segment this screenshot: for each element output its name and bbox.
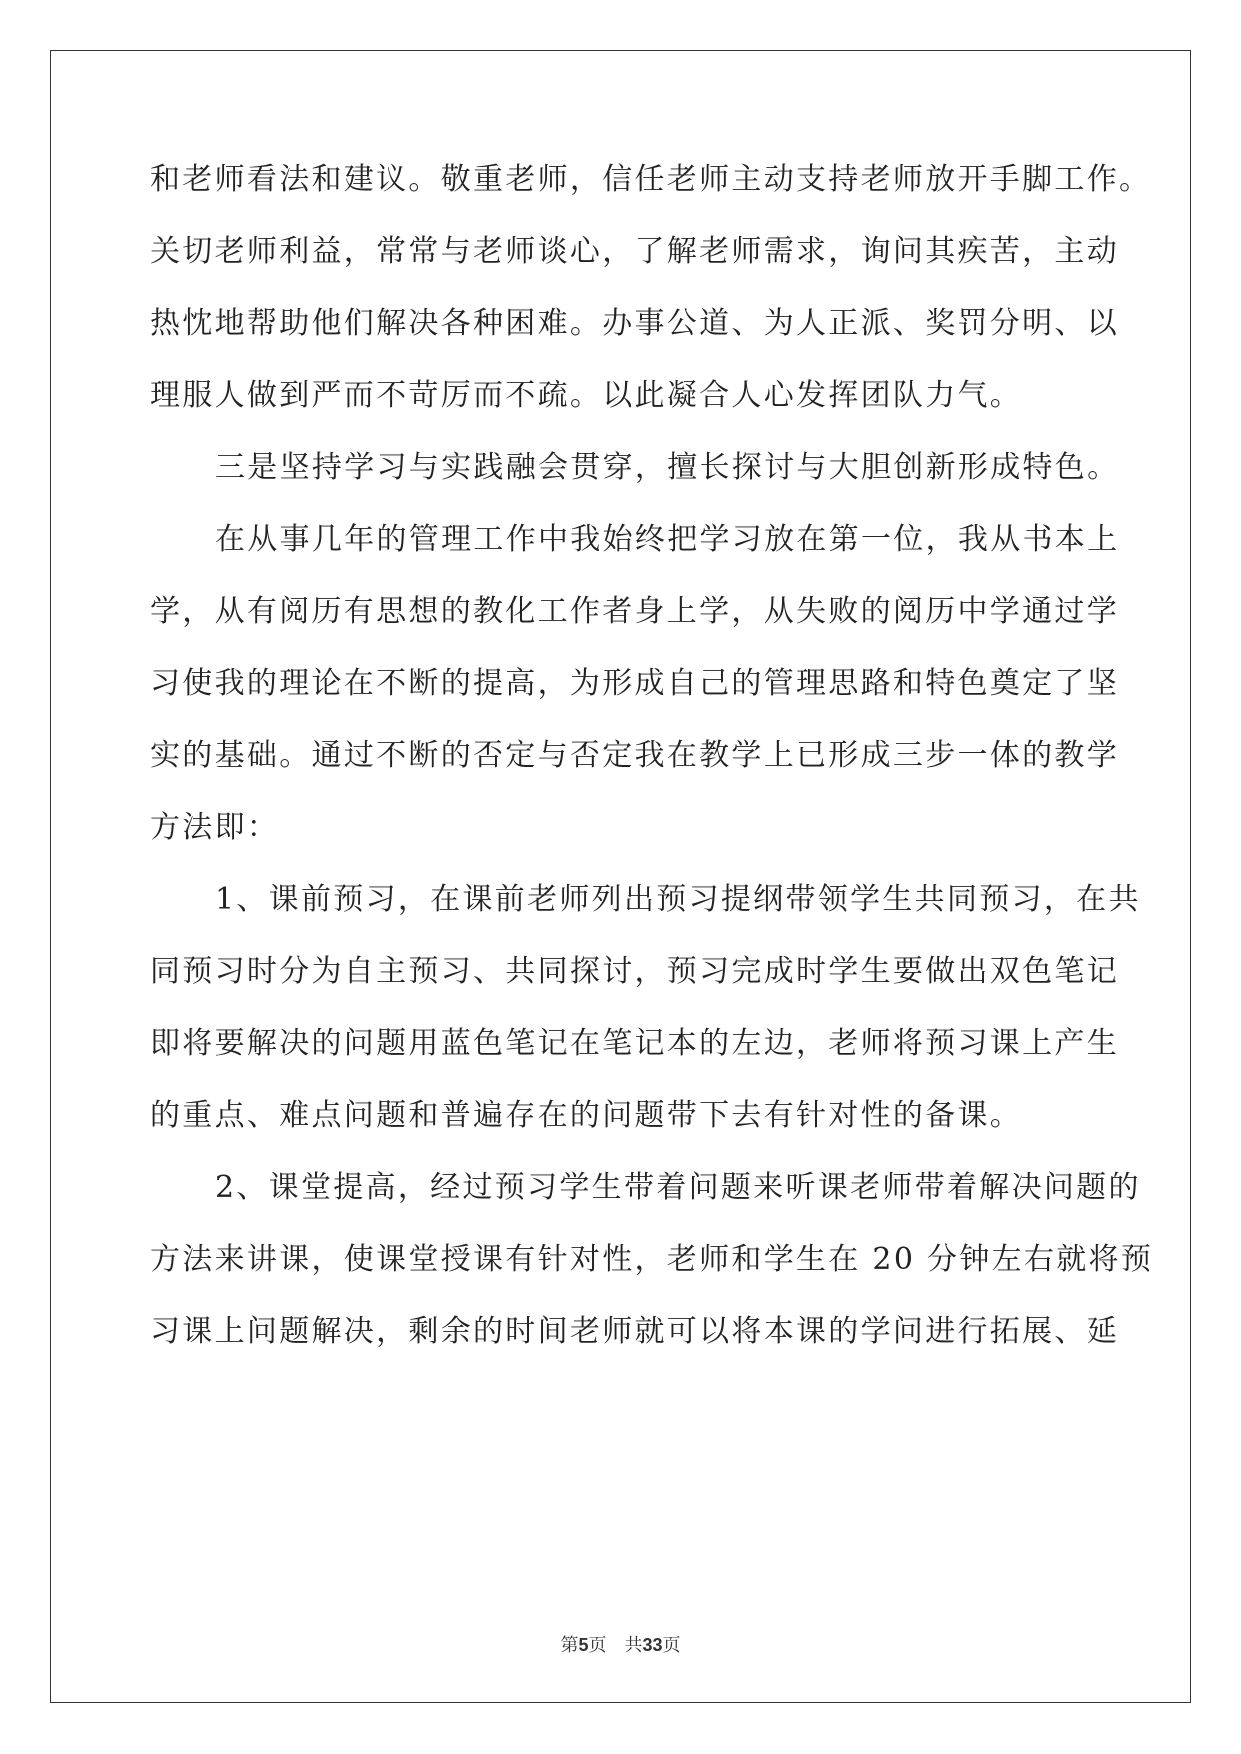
- total-pages: 33: [642, 1635, 663, 1655]
- text-line: 方法来讲课，使课堂授课有针对性，老师和学生在 20 分钟左右就将预: [150, 1242, 1154, 1277]
- text-line: 方法即：: [150, 810, 280, 845]
- text-line: 学，从有阅历有思想的教化工作者身上学，从失败的阅历中学通过学: [150, 594, 1119, 629]
- page-footer: [0, 1633, 1241, 1658]
- text-line: 三是坚持学习与实践融会贯穿，擅长探讨与大胆创新形成特色。: [215, 450, 1120, 485]
- page-suffix: 页: [588, 1635, 607, 1656]
- text-line: 同预习时分为自主预习、共同探讨，预习完成时学生要做出双色笔记: [150, 954, 1119, 989]
- text-line: 关切老师利益，常常与老师谈心，了解老师需求，询问其疾苦，主动: [150, 234, 1119, 269]
- text-line: 1、课前预习，在课前老师列出预习提纲带领学生共同预习，在共: [215, 882, 1141, 917]
- text-line: 的重点、难点问题和普遍存在的问题带下去有针对性的备课。: [150, 1098, 1023, 1133]
- text-line: 习课上问题解决，剩余的时间老师就可以将本课的学问进行拓展、延: [150, 1314, 1119, 1349]
- text-line: 即将要解决的问题用蓝色笔记在笔记本的左边，老师将预习课上产生: [150, 1026, 1119, 1061]
- text-line: 理服人做到严而不苛厉而不疏。以此凝合人心发挥团队力气。: [150, 378, 1023, 413]
- text-line: 习使我的理论在不断的提高，为形成自己的管理思路和特色奠定了坚: [150, 666, 1119, 701]
- total-suffix: 页: [662, 1635, 681, 1656]
- text-line: 实的基础。通过不断的否定与否定我在教学上已形成三步一体的教学: [150, 738, 1119, 773]
- text-line: 在从事几年的管理工作中我始终把学习放在第一位，我从书本上: [215, 522, 1120, 557]
- page-border: [50, 50, 1191, 1703]
- page-number: 5: [578, 1635, 589, 1655]
- text-line: 和老师看法和建议。敬重老师，信任老师主动支持老师放开手脚工作。: [150, 162, 1152, 197]
- page-prefix: 第: [560, 1635, 579, 1656]
- text-line: 2、课堂提高，经过预习学生带着问题来听课老师带着解决问题的: [215, 1170, 1141, 1205]
- total-prefix: 共: [624, 1635, 643, 1656]
- text-line: 热忱地帮助他们解决各种困难。办事公道、为人正派、奖罚分明、以: [150, 306, 1119, 341]
